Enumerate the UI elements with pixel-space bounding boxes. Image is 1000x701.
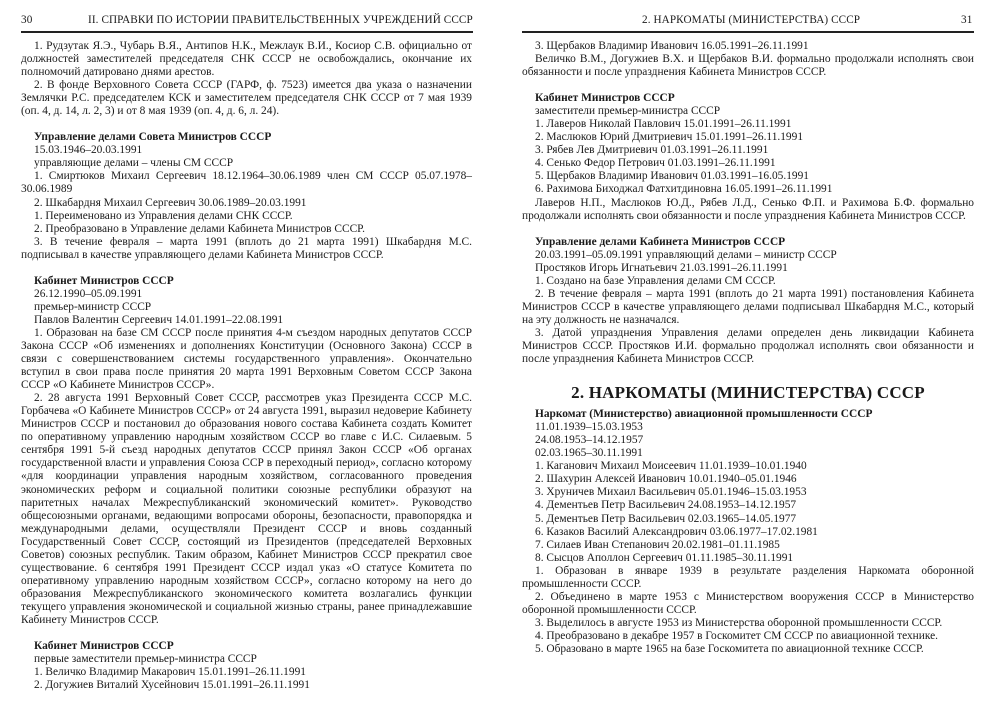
note: 4. Преобразовано в декабре 1957 в Госкомитет СМ СССР по авиационной технике. [535, 629, 939, 642]
section-line: Павлов Валентин Сергеевич 14.01.1991–22.08.1991 [34, 313, 284, 326]
header-rule [522, 31, 974, 33]
note: 5. Образовано в марте 1965 на базе Госкомитета по авиационной технике СССР. [535, 642, 924, 655]
section-line: управляющие делами – члены СМ СССР [34, 157, 234, 170]
person-entry: 2. Маслюков Юрий Дмитриевич 15.01.1991–26.11.1991 [535, 131, 804, 144]
section-admin-council-ministers [21, 131, 472, 261]
note: 2. 28 августа 1991 Верховный Совет СССР, рассмотрев указ Президента СССР М.С. Горбачева «О Кабинете Министров СССР» от 24 августа 1991, выразил недоверие Кабинету Министров СССР и постановил до образования нового состава Кабинета создать Комитет по оперативному управлению народным хозяйством СССР во главе с И.С. Силаевым. 5 сентября 1991 5-й съезд народных депутатов СССР принял Закон СССР «Об органах государственной власти и управления Союза ССР в переходный период», согласно которому «для координации управления народным хозяйством, согласованного проведения экономических реформ и социальной политики союзные республики образуют на паритетных началах Межреспубликанский экономический комитет». Руководство общесоюзными органами, ведающими вопросами обороны, безопасности, правопорядка и международными делами, осуществляли Президент СССР и вновь созданный Государственный Совет СССР, состоящий из Президентов (председателей Верховных Советов) союзных республик. Таким образом, Кабинет Министров СССР прекратил свое существование. 6 сентября 1991 Президент СССР издал указ «О статусе Комитета по оперативному управлению народным хозяйством СССР», согласно которому на него до образования Межреспубликанского экономического комитета возлагались функции текущего управления экономической и социальной жизнью страны, ранее принадлежавшие Кабинету Министров СССР. [21, 392, 472, 626]
person-entry: 1. Лаверов Николай Павлович 15.01.1991–26.11.1991 [535, 118, 792, 131]
person-entry: 7. Силаев Иван Степанович 20.02.1981–01.11.1985 [535, 538, 780, 551]
footnote: 1. Рудзутак Я.Э., Чубарь В.Я., Антипов Н.К., Межлаук В.И., Косиор С.В. официально от должностей заместителей председателя СНК СССР не освобождались, окончание их полномочий датировано днями арестов. [21, 40, 472, 79]
section-title: Кабинет Министров СССР [535, 92, 675, 105]
section-line: заместители премьер-министра СССР [535, 105, 721, 118]
note: 2. Объединено в марте 1953 с Министерством вооружения СССР в Министерство оборонной промышленности СССР. [522, 590, 974, 616]
note: 1. Переименовано из Управления делами СНК СССР. [34, 209, 293, 222]
right-page [500, 0, 1000, 701]
running-header: II. СПРАВКИ ПО ИСТОРИИ ПРАВИТЕЛЬСТВЕННЫХ УЧРЕЖДЕНИЙ СССР [88, 14, 473, 26]
note: 1. Образован на базе СМ СССР после принятия 4-м съездом народных депутатов СССР Закона СССР «Об изменениях и дополнениях Конституции (Основного Закона) СССР в связи с совершенствованием системы государственного управления». Окончательно вступил в свои права после принятия 20 марта 1991 Верховным Советом СССР Закона СССР «О Кабинете Министров СССР». [21, 326, 472, 392]
note: 2. В течение февраля – марта 1991 (вплоть до 21 марта 1991) постановления Кабинета Министров СССР в качестве управляющего делами подписывал Шкабардня М.С., который на эту должность не назначался. [522, 287, 974, 326]
section-line: 20.03.1991–05.09.1991 управляющий делами – министр СССР [535, 248, 837, 261]
section-title: Наркомат (Министерство) авиационной промышленности СССР [535, 408, 873, 421]
note: 3. В течение февраля – марта 1991 (вплоть до 21 марта 1991) Шкабардня М.С. подписывал в качестве управляющего делами Кабинета Министров СССР. [21, 235, 472, 261]
section-admin-cabinet [522, 236, 974, 366]
person-entry: 5. Щербаков Владимир Иванович 01.03.1991–16.05.1991 [535, 170, 809, 183]
section-cabinet-deputies [522, 92, 974, 222]
page-number: 31 [961, 14, 973, 26]
person-entry: 5. Дементьев Петр Васильевич 02.03.1965–14.05.1977 [535, 512, 797, 525]
section-title: Управление делами Кабинета Министров СССР [535, 235, 786, 248]
note: Величко В.М., Догужиев В.Х. и Щербаков В.И. формально продолжали исполнять свои обязанности и после упразднения Кабинета Министров СССР. [522, 53, 974, 79]
page-number: 30 [21, 14, 33, 26]
note: Лаверов Н.П., Маслюков Ю.Д., Рябев Л.Д., Сенько Ф.П. и Рахимова Б.Ф. формально продолжали исполнять свои обязанности и после упразднения Кабинета Министров СССР. [522, 196, 974, 222]
period: 11.01.1939–15.03.1953 [535, 421, 643, 434]
note: 3. Выделилось в августе 1953 из Министерства оборонной промышленности СССР. [535, 616, 943, 629]
person-entry: 3. Рябев Лев Дмитриевич 01.03.1991–26.11.1991 [535, 144, 769, 157]
section-aviation-ministry [522, 408, 974, 656]
section-title: Кабинет Министров СССР [34, 640, 174, 653]
person-entry: 2. Шкабардня Михаил Сергеевич 30.06.1989–20.03.1991 [34, 196, 307, 209]
note: 1. Создано на базе Управления делами СМ СССР. [535, 274, 776, 287]
section-cabinet-ministers [21, 275, 472, 627]
note: 1. Образован в январе 1939 в результате разделения Наркомата оборонной промышленности СССР. [522, 564, 974, 590]
person-entry: 2. Догужиев Виталий Хусейнович 15.01.1991–26.11.1991 [34, 679, 310, 692]
section-line: 15.03.1946–20.03.1991 [34, 144, 143, 157]
footnote: 2. В фонде Верховного Совета СССР (ГАРФ, ф. 7523) имеется два указа о назначении Землячки Р.С. председателем КСК и заместителем председателя СНК СССР от 7 мая 1939 (оп. 4, д. 14, л. 2, 3) и от 8 мая 1939 (оп. 4, д. 6, л. 24). [21, 79, 472, 118]
person-entry: 6. Казаков Василий Александрович 03.06.1977–17.02.1981 [535, 525, 818, 538]
note: 3. Датой упразднения Управления делами определен день ликвидации Кабинета Министров СССР. Простяков И.И. формально продолжал исполнять свои обязанности и после упразднения Кабинета Министров СССР. [522, 326, 974, 366]
section-line: премьер-министр СССР [34, 300, 152, 313]
person-entry: 1. Каганович Михаил Моисеевич 11.01.1939–10.01.1940 [535, 460, 807, 473]
person-entry: 4. Сенько Федор Петрович 01.03.1991–26.11.1991 [535, 157, 776, 170]
person-entry: 2. Шахурин Алексей Иванович 10.01.1940–05.01.1946 [535, 473, 797, 486]
period: 24.08.1953–14.12.1957 [535, 434, 644, 447]
section-line: Простяков Игорь Игнатьевич 21.03.1991–26.11.1991 [535, 261, 788, 274]
person-entry: 6. Рахимова Биходжал Фатхитдиновна 16.05.1991–26.11.1991 [535, 183, 833, 196]
person-entry: 1. Величко Владимир Макарович 15.01.1991–26.11.1991 [34, 666, 306, 679]
chapter-heading: 2. НАРКОМАТЫ (МИНИСТЕРСТВА) СССР [571, 383, 925, 403]
person-entry: 3. Хруничев Михаил Васильевич 05.01.1946–15.03.1953 [535, 486, 807, 499]
section-cabinet-first-deputies [21, 640, 472, 692]
section-line: первые заместители премьер-министра СССР [34, 653, 257, 666]
section-title: Управление делами Совета Министров СССР [34, 131, 272, 144]
person-entry: 1. Смиртюков Михаил Сергеевич 18.12.1964–30.06.1989 член СМ СССР 05.07.1978–30.06.1989 [21, 170, 472, 196]
running-header: 2. НАРКОМАТЫ (МИНИСТЕРСТВА) СССР [642, 14, 861, 26]
header-rule [21, 31, 473, 33]
note: 2. Преобразовано в Управление делами Кабинета Министров СССР. [34, 222, 365, 235]
section-line: 26.12.1990–05.09.1991 [34, 287, 143, 300]
page-body [522, 40, 974, 656]
person-entry: 8. Сысцов Аполлон Сергеевич 01.11.1985–30.11.1991 [535, 551, 794, 564]
page-body [21, 40, 472, 692]
person-entry: 4. Дементьев Петр Васильевич 24.08.1953–14.12.1957 [535, 499, 797, 512]
period: 02.03.1965–30.11.1991 [535, 447, 643, 460]
person-entry: 3. Щербаков Владимир Иванович 16.05.1991–26.11.1991 [535, 40, 809, 52]
section-title: Кабинет Министров СССР [34, 274, 174, 287]
